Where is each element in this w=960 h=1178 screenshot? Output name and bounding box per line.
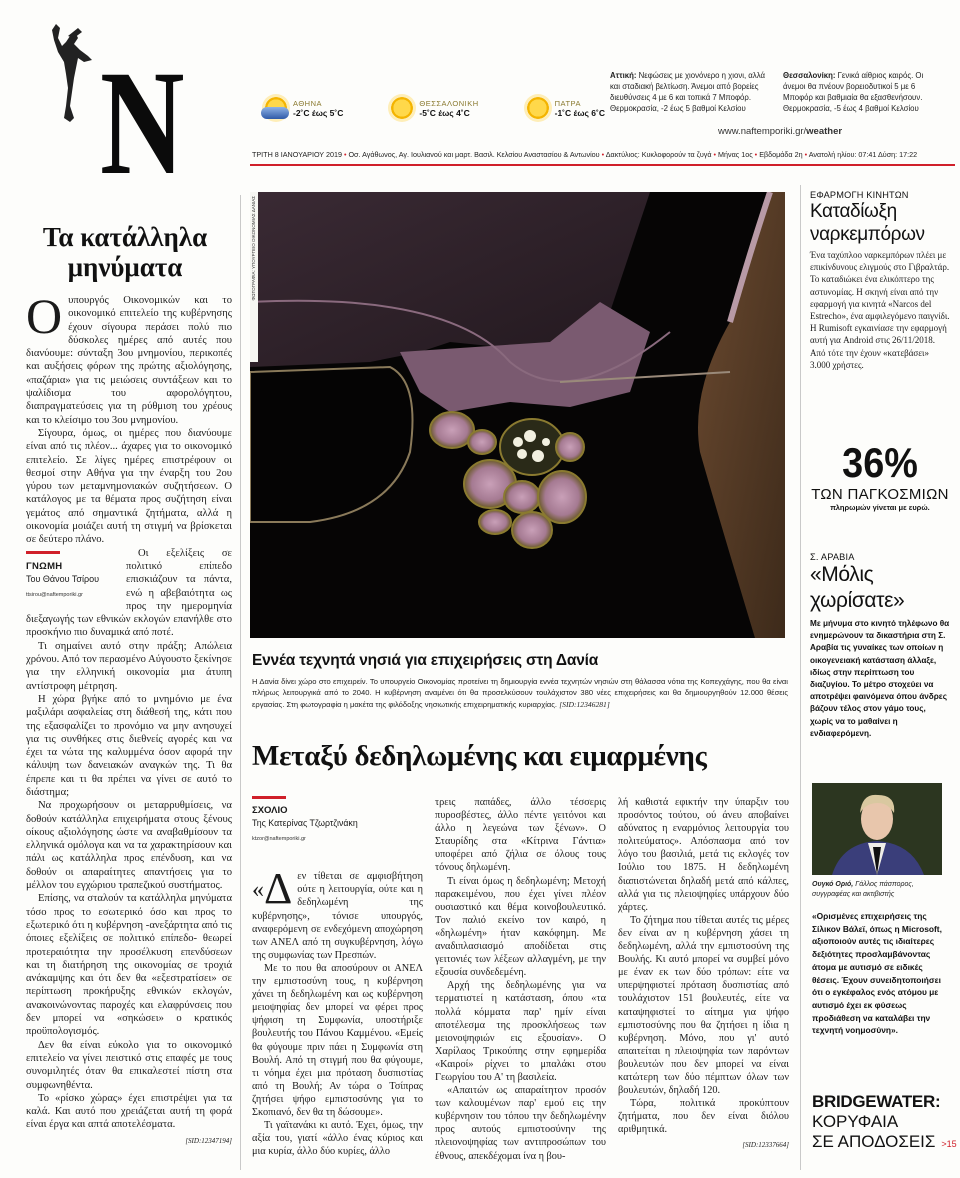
story-id: [SID:12337664] xyxy=(742,1141,789,1150)
paragraph-text: Τι είναι όμως η δεδηλωμένη; Μετοχή παρακειμένου, που έχει γίνει πλέον ουσιαστικό και θέμα κοινοβουλευτικό. Τον παλιό εκείνο τον καιρό, η «δηλωμένη» ήταν κακόφημη. Με αναδιπλασιασμό αποδίδεται στις γειτονιές των λέξεων αλλαγμένη, με την εξουσία συνδεδεμένη. xyxy=(435,875,606,979)
paragraph xyxy=(435,875,606,980)
city-name: ΑΘΗΝΑ xyxy=(293,98,323,108)
stat-label: ΤΩΝ ΠΑΓΚΟΣΜΙΩΝ xyxy=(811,486,949,503)
portrait-photo xyxy=(812,783,942,875)
header-divider xyxy=(250,164,955,166)
artificial-islands-image xyxy=(250,192,785,638)
credit-text: ΦΩΤΟΓΡΑΦΙΑ: ΥΠΟΥΡΓΕΙΟ ΟΙΚΟΝΟΜΙΑΣ ΔΑΝΙΑΣ xyxy=(251,196,256,301)
paragraph xyxy=(252,864,423,962)
drop-cap: Ο xyxy=(26,288,63,344)
link-suffix: weather xyxy=(806,126,843,137)
paragraph xyxy=(26,1039,232,1092)
weather-link[interactable] xyxy=(718,126,842,137)
photo-caption xyxy=(252,676,788,710)
story-headline: Καταδίωξη ναρκεμπόρων xyxy=(810,201,925,245)
stat-value: 36% xyxy=(842,439,918,486)
paragraph-text: Η χώρα βγήκε από το μνημόνιο με ένα μαξιλάρι ασφαλείας στη διάθεσή της, κάτι που της εξασφαλίζει το προνόμιο να μην ανησυχεί για τις συνθήκες στις διεθνείς αγορές και να έχει τα νώτα της καλυμμένα όσον αφορά την κάλυψη των δανειακών αναγκών της. Τι θα έπρεπε και τι θα πρέπει να γίνει σε αυτό το διάστημα; xyxy=(26,693,232,798)
city-name: ΘΕΣΣΑΛΟΝΙΚΗ xyxy=(419,98,479,108)
paragraph xyxy=(26,427,232,547)
drop-cap xyxy=(252,864,293,914)
story-id: [SID:12347194] xyxy=(185,1136,232,1145)
weather-city-athens xyxy=(265,88,343,128)
portrait-caption xyxy=(812,880,952,899)
photo-credit xyxy=(250,192,258,362)
forecast-attiki xyxy=(610,70,765,114)
author-email[interactable]: ttsirou@naftemporiki.gr xyxy=(26,591,83,598)
separator: • xyxy=(752,150,760,159)
separator: • xyxy=(341,150,349,159)
month: Μήνας 1ος xyxy=(718,150,753,159)
promo-line: ΣΕ ΑΠΟΔΟΣΕΙΣ xyxy=(812,1132,936,1151)
paragraph xyxy=(26,288,232,427)
paragraph-text: Σίγουρα, όμως, οι ημέρες που διανύουμε είναι από τις πλέον... άχαρες για το οικονομικό επιτελείο. Σε λίγες ημέρες επιστρέφουν οι θεσμοί στην Αθήνα για την έναρξη του 2ου γύρου των μεταμνημονιακών συζητήσεων. Ο κατάλογος με τα θέματα προς συζήτηση είναι γεμάτος από σημαντικά ζητήματα, αλλά η οικονομία μοιάζει αυτή τη στιγμή να βρίσκεται σε δεύτερο πλάνο. xyxy=(26,427,232,546)
photo-headline: Εννέα τεχνητά νησιά για επιχειρήσεις στη Δανία xyxy=(252,652,599,669)
sun-icon xyxy=(391,97,413,119)
city-temp: -5˚C έως 4˚C xyxy=(419,107,470,118)
sun-icon xyxy=(527,97,549,119)
paragraph-text: Επίσης, να σταλούν τα κατάλληλα μηνύματα τόσο προς το εσωτερικό όσο και προς το εξωτερικό ότι η κυβέρνηση -ανεξάρτητα από τις όποιες εξελίξεις σε πολιτικό επίπεδο- θεωρεί προτεραιότητα την προσέλκυση επενδύσεων και τη διατήρηση της οικονομίας σε τροχιά ανάκαμψης και ότι δεν θα «εξεστρατίσει» σε περίπτωση προκήρυξης εθνικών εκλογών, ανακοινώνοντας παροχές και ελαφρύνσεις που δεν μπορεί να «σηκώσει» ο κρατικός προϋπολογισμός. xyxy=(26,893,232,1038)
logo-letter: N xyxy=(100,40,182,206)
sunrise-sunset: Ανατολή ηλίου: 07:41 Δύση: 17:22 xyxy=(808,150,918,159)
paragraph xyxy=(252,1119,423,1158)
column-divider xyxy=(240,195,241,1170)
city-name: ΠΑΤΡΑ xyxy=(554,98,582,108)
person-name: Ουγκό Οριό, xyxy=(812,881,854,888)
opinion-article xyxy=(26,288,232,1148)
story-id: [SID:12346281] xyxy=(559,699,610,709)
comment-byline xyxy=(252,796,423,846)
paragraph-text: Δεν θα είναι εύκολο για το οικονομικό επιτελείο να γίνει πειστικό στις επαφές με τους συνομιλητές όταν θα επικαλεστεί πίστη στα συμφωνηθέντα. xyxy=(26,1039,232,1091)
paragraph-text: λή καθιστά εφικτήν την ύπαρξιν του προσόντος τούτου, ού άνευ αποβαίνει αδύνατος η εναρμόνιος λειτουργία του πολιτεύματος». Απόσπασμα από τον λόγο του βασιλιά, μετά τις εκλογές τον Ιούλιο του 1875. Η δεδηλωμένη διαπιστώνεται δηλαδή μετά από κάλπες, αλλά για τις πλειοψηφίες υπάρχουν δύο χάρτες. xyxy=(618,797,789,913)
paragraph xyxy=(435,979,606,1084)
author-email[interactable]: ktzor@naftemporiki.gr xyxy=(252,836,306,843)
text-column xyxy=(435,796,606,1168)
section-kicker: Σ. ΑΡΑΒΙΑ xyxy=(810,552,855,562)
person-role: Γάλλος πάσπορος, συγγραφέας και ακτιβιστής xyxy=(812,881,914,898)
paragraph-text: τρεις παπάδες, άλλο τέσσερις πυροσβέστες, άλλο πέντε γειτόνοι και άλλο η λεγεώνα των ξένων». Ο Σταυρίδης στα «Κίτρινα Γάντια» υποφέρει από ζήλια σε όλους τους τόνους δηλωμένη. xyxy=(435,797,606,874)
paragraph xyxy=(618,796,789,914)
paragraph-text: Τι σημαίνει αυτό στην πράξη; Απώλεια χρόνου. Από τον περασμένο Αύγουστο ξεκίνησε για την ελληνική οικονομία μια άτυπη αντίστροφη μέτρηση. xyxy=(26,640,232,692)
paragraph xyxy=(26,640,232,693)
newspaper-logo xyxy=(48,22,228,206)
page-reference[interactable]: >15 xyxy=(941,1139,957,1149)
forecast-thessaloniki xyxy=(783,70,943,114)
paragraph xyxy=(252,962,423,1119)
opinion-title: Τα κατάλληλα μηνύματα xyxy=(42,222,208,282)
paragraph-text: Το «ρίσκο χώρας» έχει επιστρέψει για τα καλά. Και αυτό που χρειάζεται αυτή τη φορά είναι έργα και απτά αποτελέσματα. xyxy=(26,1092,232,1131)
comment-title: Μεταξύ δεδηλωμένης και ειμαρμένης xyxy=(252,740,707,772)
paragraph-text: Τώρα, πολιτικά προκύπτουν ζητήματα, που δεν είναι διόλου αριθμητικά. xyxy=(618,1098,789,1136)
dateline xyxy=(252,150,952,159)
caption-text: Η Δανία δίνει χώρο στο επιχειρείν. Το υπουργείο Οικονομίας προτείνει τη δημιουργία εννέα τεχνητών νησιών στη θάλασσα νότια της Κοπεγχάγης, που θα είναι πλήρως λειτουργικά από το 2040. Η κυβέρνηση αναμένει ότι θα προσελκύσουν τουλάχιστον 380 νέες επιχειρήσεις και θα δημιουργηθούν 12.000 θέσεις εργασίας. Στη φωτογραφία η μακέτα της φιλόδοξης νησιωτικής επιχειρηματικής κυριαρχίας. xyxy=(252,677,788,709)
story-body: Ένα ταχύπλοο ναρκεμπόρων πλέει με επικίνδυνους ελιγμούς στο Γιβραλτάρ. Το καταδιώκει ένα ελικόπτερο της αστυνομίας. Η σκηνή είναι από την εφαρμογή για κινητά «Narcos del Estrecho», ένα αμφιλεγόμενο παιγνίδι. Η Rumisoft εγκαινίασε την εφαρμογή αυτή για Android στις 26/11/2018. Από τότε την έχουν «κατεβάσει» 3.000 χρήστες. xyxy=(810,250,950,370)
paragraph-text: Αρχή της δεδηλωμένης για να τερματιστεί η κατάσταση, όπου «τα πολλά κόμματα παρ' ημίν είναι αποτέλεσμα της προσκλήσεως των μειονοψηφιών εις εξουσίαν». Ο Χαρίλαος Τρικούπης στην εφημερίδα «Καιροί» ρίχνει το μπαλάκι στου Γεωργίου του Α' τη βασιλεία. xyxy=(435,980,606,1083)
opinion-byline xyxy=(26,551,118,603)
section-kicker: ΓΝΩΜΗ xyxy=(26,560,63,572)
author-name: Της Κατερίνας Τζωρτζινάκη xyxy=(252,818,358,829)
paragraph-text: Τι γαϊτανάκι κι αυτό. Έχει, όμως, την αξία του, γιατί «άλλο ένας κύριος και μια κυρία, άλλο δύο κυρίες, άλλο xyxy=(252,1120,423,1158)
partly-cloudy-icon xyxy=(265,97,287,119)
section-kicker: ΣΧΟΛΙΟ xyxy=(252,805,288,816)
city-temp: -1˚C έως 6˚C xyxy=(554,107,605,118)
text-column xyxy=(618,796,789,1168)
paragraph xyxy=(26,693,232,799)
stat-sub: πληρωμών γίνεται με ευρώ. xyxy=(830,503,930,512)
city-temp: -2˚C έως 5˚C xyxy=(293,107,344,118)
paragraph-text: Οι εξελίξεις σε πολιτικό επίπεδο επισκιάζουν τα πάντα, ενώ η αβεβαιότητα ως προς την ημερομηνία διεξαγωγής των εθνικών εκλογών επανήλθε στο προσκήνιο πιο δυναμικά από ποτέ. xyxy=(26,547,232,639)
paragraph-text: «Απαιτών ως απαραίτητον προσόν των καλουμένων παρ' εμού εις την κυβέρνησιν του τόπου την δεδηλωμένην προς αυτούς εμπιστοσύνην της πλειονοψηφίας των αντιπροσώπων του έθνους, απεκδέχομαι ίνα η βου- xyxy=(435,1085,606,1162)
paragraph xyxy=(26,1092,232,1132)
paragraph xyxy=(618,914,789,1097)
person-portrait-image xyxy=(812,783,942,875)
link-prefix: www.naftemporiki.gr/ xyxy=(718,126,807,137)
column-divider xyxy=(800,185,801,1170)
traffic-ring: Δακτύλιος: Κυκλοφορούν τα ζυγά xyxy=(605,150,712,159)
paragraph xyxy=(618,1097,789,1136)
saudi-story xyxy=(810,552,950,740)
weather-strip xyxy=(265,88,605,128)
page-promo[interactable] xyxy=(812,1092,957,1154)
section-kicker: ΕΦΑΡΜΟΓΗ ΚΙΝΗΤΩΝ xyxy=(810,190,909,200)
week: Εβδομάδα 2η xyxy=(759,150,803,159)
paragraph-text: εν τίθεται σε αμφισβήτηση ούτε η λειτουργία, ούτε και η δεδηλωμένη της κυβέρνησης», τόνισε υπουργός, αναφερόμενη σε ενδεχόμενη αποχώρηση των ΑΝΕΛ από τη συγκυβέρνηση, λόγω της συμφωνίας των Πρεσπών. xyxy=(252,871,423,961)
forecast-text: Νεφώσεις με χιονόνερο η χιονι, αλλά και σταδιακή βελτίωση. Άνεμοι από βορείες διευθύνσεις 4 με 6 και τοπικά 7 Μποφόρ. Θερμοκρασία, -2 έως 5 βαθμοί Κελσίου xyxy=(610,71,765,113)
separator: • xyxy=(711,150,719,159)
separator: • xyxy=(599,150,606,159)
forecast-label: Θεσσαλονίκη: xyxy=(783,71,836,80)
promo-line: BRIDGEWATER: xyxy=(812,1092,941,1111)
stat-box xyxy=(810,440,950,512)
forecast-text: Γενικά αίθριος καιρός. Οι άνεμοι θα πνέουν βορειοδυτικοί 5 με 6 Μποφόρ και βαθμιαία θα εξασθενήσουν. Θερμοκρασία, -5 έως 4 βαθμοί Κελσίου xyxy=(783,71,924,113)
date: ΤΡΙΤΗ 8 ΙΑΝΟΥΑΡΙΟΥ 2019 xyxy=(252,150,342,159)
app-story xyxy=(810,190,950,371)
paragraph-text: υπουργός Οικονομικών και το οικονομικό επιτελείο της κυβέρνησης έχουν σίγουρα περάσει πολύ πιο δύσκολες ημέρες από αυτές που διανύουμε: σύνταξη 3ου μνημονίου, περικοπές και αυξήσεις φόρων της πρώτης αξιολόγησης, «παζάρια» για τις μειώσεις συντάξεων και το ψαλίδισμα του αφορολόγητου, διαπραγματεύσεις για τη ρύθμιση του χρέους και το κλείσιμο του 3ου μνημονίου. xyxy=(26,295,232,426)
paragraph xyxy=(26,892,232,1038)
weather-city-thessaloniki xyxy=(391,88,478,128)
paragraph xyxy=(26,799,232,892)
paragraph-text: Να προχωρήσουν οι μεταρρυθμίσεις, να δοθούν κατάλληλα επιχειρήματα στους ξένους οίκους αξιολόγησης ώστε να αναβαθμίσουν τα ελληνικά ομόλογα και να τα χαρακτηρίσουν και πάλι ως κατάλληλα προς επένδυση, και να δοθούν οι απαραίτητες απαντήσεις για το μέλλον του εγχώριου τραπεζικού συστήματος. xyxy=(26,800,232,892)
weather-city-patra xyxy=(527,88,605,128)
author-name: Του Θάνου Τσίρου xyxy=(26,573,100,584)
aerial-photo xyxy=(250,192,785,638)
text-column xyxy=(252,796,423,1168)
paragraph-text: Με το που θα αποσύρουν οι ΑΝΕΛ την εμπιστοσύνη τους, η κυβέρνηση χάνει τη δεδηλωμένη και ως κυβέρνηση μειοψηφίας δεν μπορεί να φέρει προς ψήφιση τη Συμφωνία, υποστήριξε βουλευτής του Πάνου Καμμένου. «Εμείς θα φύγουμε πριν πάει η Συμφωνία στη Βουλή. Από τη στιγμή που θα φύγουμε, τι νόημα έχει μια πρόταση δυσπιστίας από τη Βουλή; Αν τώρα ο Τσίπρας ζητήσει ψήφο εμπιστοσύνης για το Σκοπιανό, δεν θα τη δώσουμε». xyxy=(252,962,423,1118)
paragraph xyxy=(435,796,606,875)
accent-bar xyxy=(252,796,286,799)
comment-article xyxy=(252,796,790,1168)
paragraph xyxy=(435,1084,606,1163)
drop-cap-letter: Δ xyxy=(264,864,293,914)
story-body: Με μήνυμα στο κινητό τηλέφωνο θα ενημερώνουν τα δικαστήρια στη Σ. Αραβία τις γυναίκες των οποίων η οικογενειακή κατάσταση άλλαξε, ιδίως στην περίπτωση του διαζυγίου. Το μέτρο στοχεύει να αποτρέψει φαινόμενα όπου άνδρες βάζουν τέλος στον γάμο τους, χωρίς να το μαθαίνει η ενδιαφερόμενη. xyxy=(810,619,950,738)
quote-mark: « xyxy=(252,877,264,904)
pull-quote: «Ορισμένες επιχειρήσεις της Σίλικον Βάλεϊ, όπως η Microsoft, αξιοποιούν αυτές τις ιδιαίτερες δεξιότητες προσλαμβάνοντας άτομα με αυτισμό σε ειδικές θέσεις. Έχουν συνειδητοποιήσει ότι ο εγκέφαλος ενός ατόμου με αυτισμό έχει εκ φύσεως προδιάθεση να καταλάβει την τεχνητή νοημοσύνη». xyxy=(812,911,942,1036)
paragraph-text: Το ζήτημα που τίθεται αυτές τις μέρες δεν είναι αν η κυβέρνηση χάσει τη δεδηλωμένη, αλλά την εμπιστοσύνη της Βουλής. Κι αυτό μπορεί να συμβεί μόνο με έναν εκ των δύο τρόπων: είτε να υπερψηφιστεί πρόταση δυσπιστίας από τουλάχιστον 151 βουλευτές, είτε να καταψηφιστεί το αίτημα για ψήφο εμπιστοσύνης που θα ζητήσει η ίδια η κυβέρνηση. Μόνο, που γι' αυτό απαιτείται η πλειοψηφία των παρόντων βουλευτών που δεν μπορεί να είναι κατώτερη των δύο πέμπτων όλων των βουλευτών, δηλαδή 120. xyxy=(618,914,789,1097)
accent-bar xyxy=(26,551,60,554)
promo-line: ΚΟΡΥΦΑΙΑ xyxy=(812,1112,899,1131)
hermes-figure-icon xyxy=(48,22,108,132)
name-days: Οσ. Αγάθωνος, Αγ. Ιουλιανού και μαρτ. Βασιλ. Κελσίου Αναστασίου & Αντωνίου xyxy=(348,150,600,159)
separator: • xyxy=(802,150,809,159)
forecast-label: Αττική: xyxy=(610,71,637,80)
story-headline: «Μόλις χωρίσατε» xyxy=(810,563,905,612)
